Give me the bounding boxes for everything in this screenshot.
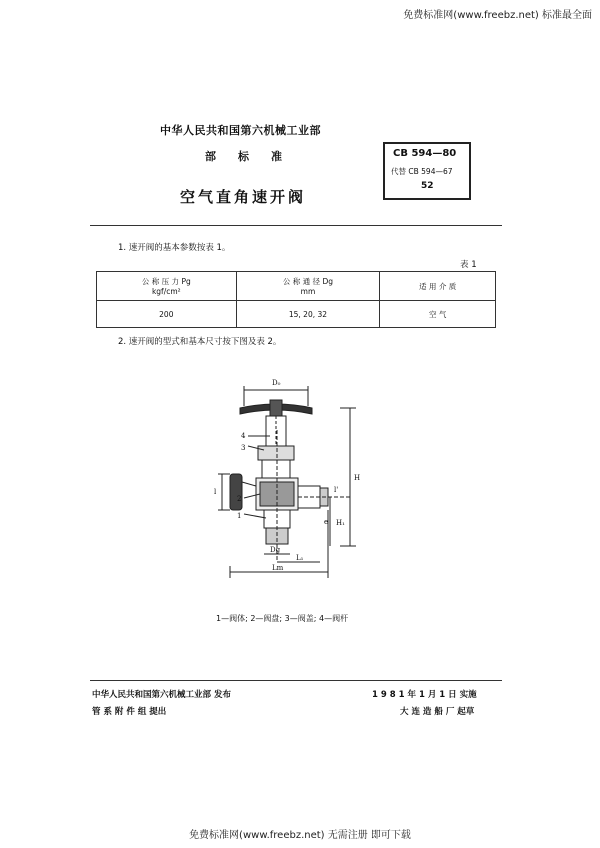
issuer-line: 中华人民共和国第六机械工业部 发布 — [92, 690, 231, 700]
label-h1: H₁ — [336, 519, 345, 527]
site-banner-top: 免费标准网(www.freebz.net) 标准最全面 — [403, 10, 592, 21]
figure-caption: 1—阀体; 2—阀盘; 3—阀盖; 4—阀杆 — [216, 614, 349, 623]
ministry-name: 中华人民共和国第六机械工业部 — [160, 124, 321, 137]
label-l: l — [214, 488, 217, 496]
label-h: H — [354, 474, 361, 482]
proposer-line: 管 系 附 件 组 提出 — [92, 707, 167, 717]
standard-code: CB 594—80 — [393, 148, 457, 159]
category-number: 52 — [421, 181, 434, 191]
cell-medium: 空 气 — [380, 301, 496, 328]
replaces-code: 代替 CB 594—67 — [391, 167, 453, 176]
header-diameter: 公 称 通 径 Dg — [282, 277, 333, 286]
footer-rule — [90, 680, 502, 681]
effective-date-line: 1 9 8 1 年 1 月 1 日 实施 — [372, 690, 477, 700]
label-part-2: 2 — [237, 495, 242, 503]
site-banner-bottom: 免费标准网(www.freebz.net) 无需注册 即可下载 — [189, 830, 411, 841]
header-pressure-unit: kgf/cm² — [151, 287, 181, 296]
header-pressure: 公 称 压 力 Pg — [141, 277, 191, 286]
table-header-cell — [236, 272, 380, 301]
label-d0: D₀ — [272, 379, 281, 387]
table-1-label: 表 1 — [460, 260, 477, 270]
paragraph-2: 2. 速开阀的型式和基本尺寸按下图及表 2。 — [118, 337, 282, 347]
cell-pressure: 200 — [97, 301, 237, 328]
valve-drawing — [200, 370, 390, 585]
label-l1: L₁ — [296, 554, 304, 562]
table-header-cell — [380, 272, 496, 301]
document-title: 空气直角速开阀 — [180, 188, 307, 206]
label-part-4: 4 — [241, 432, 246, 440]
label-l-prime: l' — [334, 486, 339, 494]
label-dg: Dg — [270, 546, 281, 554]
label-e: e — [324, 518, 329, 526]
header-diameter-unit: mm — [300, 287, 316, 296]
header-medium: 适 用 介 质 — [419, 281, 457, 291]
parameter-table — [96, 271, 496, 328]
label-part-3: 3 — [241, 444, 246, 452]
cell-diameter: 15, 20, 32 — [236, 301, 380, 328]
paragraph-1: 1. 速开阀的基本参数按表 1。 — [118, 243, 231, 253]
label-part-1: 1 — [237, 512, 242, 520]
drafter-line: 大 连 造 船 厂 起草 — [400, 707, 475, 717]
standard-code-box — [383, 142, 471, 200]
label-lm: Lm — [272, 564, 284, 572]
header-rule — [90, 225, 502, 226]
table-row — [97, 301, 496, 328]
standard-type: 部标准 — [205, 150, 304, 163]
table-header-cell — [97, 272, 237, 301]
